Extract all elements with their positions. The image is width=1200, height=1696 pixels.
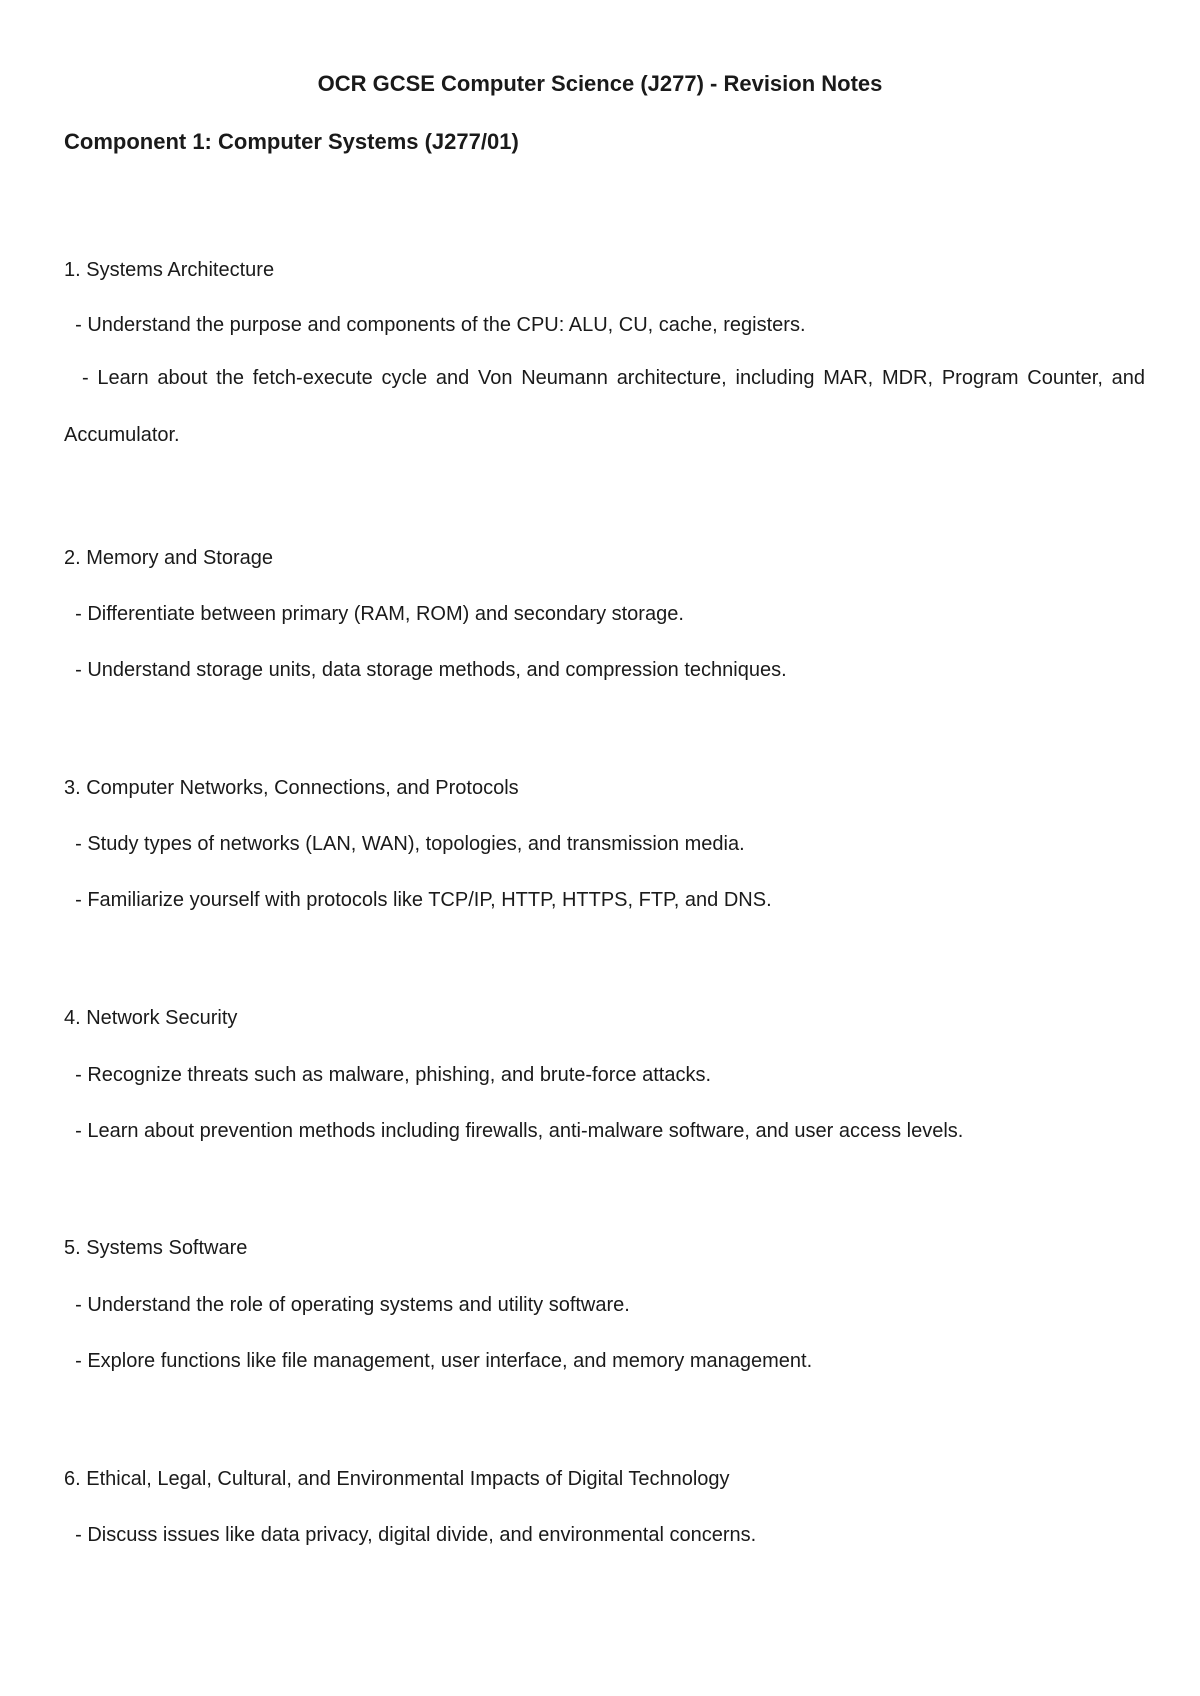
document-title: OCR GCSE Computer Science (J277) - Revision Notes [317,71,883,96]
list-item: - Explore functions like file management, user interface, and memory management. [75,1350,813,1372]
section-heading: 1. Systems Architecture [64,259,275,281]
section-heading: 5. Systems Software [64,1237,248,1259]
list-item: - Familiarize yourself with protocols like TCP/IP, HTTP, HTTPS, FTP, and DNS. [75,889,772,911]
list-item: - Differentiate between primary (RAM, ROM) and secondary storage. [75,603,684,625]
component-heading: Component 1: Computer Systems (J277/01) [64,129,519,154]
section-heading: 2. Memory and Storage [64,547,273,569]
section-heading: 6. Ethical, Legal, Cultural, and Environmental Impacts of Digital Technology [64,1468,730,1490]
list-item: - Learn about prevention methods including firewalls, anti-malware software, and user access levels. [75,1120,964,1142]
list-item: - Understand the role of operating systems and utility software. [75,1294,630,1316]
section-heading: 4. Network Security [64,1007,238,1029]
list-item: - Understand the purpose and components of the CPU: ALU, CU, cache, registers. [75,314,806,336]
section-heading: 3. Computer Networks, Connections, and Protocols [64,777,519,799]
list-item: - Learn about the fetch-execute cycle and Von Neumann architecture, including MAR, MDR, Program Counter, and Accumulator. [64,367,1145,446]
list-item: - Understand storage units, data storage methods, and compression techniques. [75,659,787,681]
list-item: - Discuss issues like data privacy, digital divide, and environmental concerns. [75,1524,757,1546]
list-item: - Recognize threats such as malware, phishing, and brute-force attacks. [75,1064,711,1086]
list-item: - Study types of networks (LAN, WAN), topologies, and transmission media. [75,833,745,855]
